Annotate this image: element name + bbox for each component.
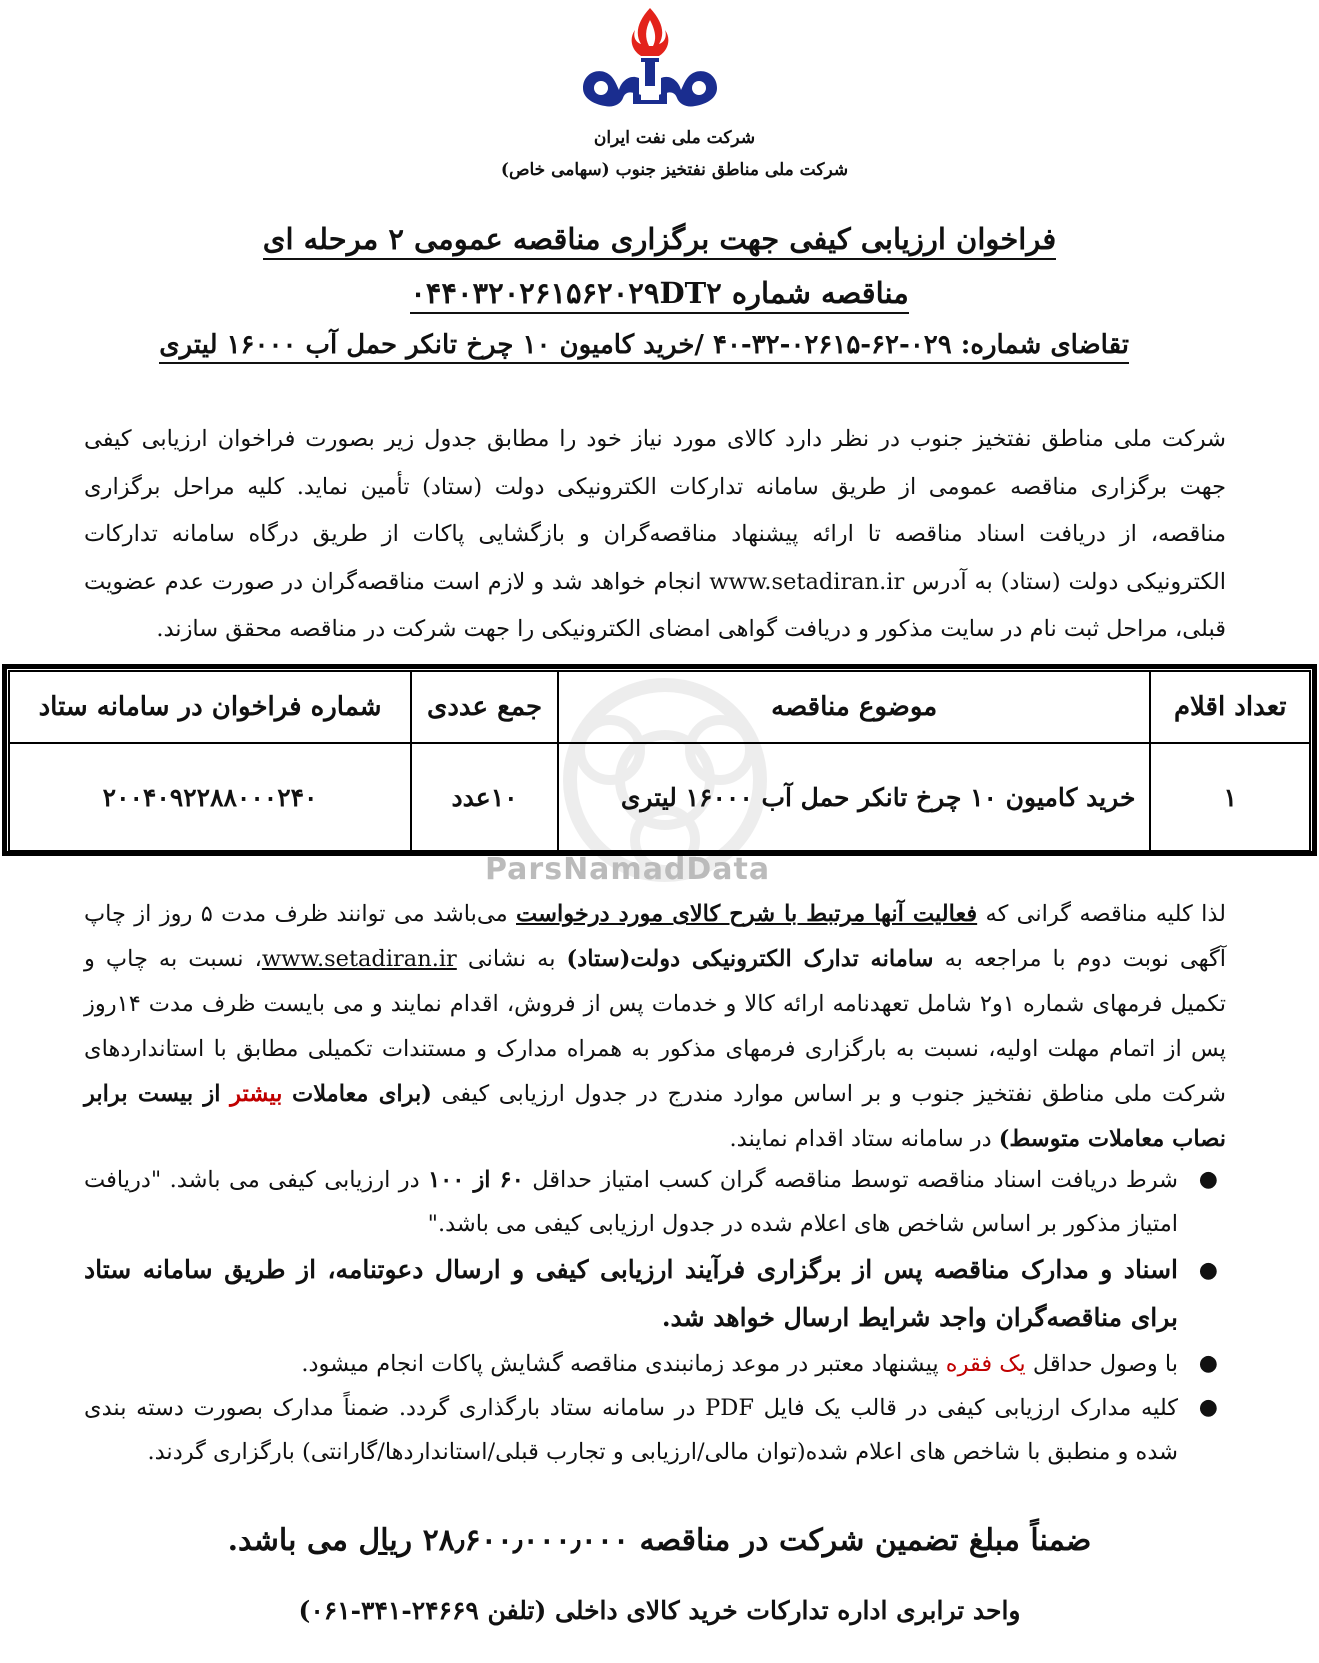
list-item: ● با وصول حداقل یک فقره پیشنهاد معتبر در موعد زمانبندی مناقصه گشایش پاکات انجام میشود. xyxy=(84,1342,1226,1386)
header-count: تعداد اقلام xyxy=(1150,671,1310,743)
tender-number-title: مناقصه شماره ۰۴۴۰۳۲۰۲۶۱۵۶۲۰۲۹DT۲ xyxy=(0,276,1319,310)
tender-table xyxy=(8,670,1311,852)
table-row xyxy=(9,743,1310,851)
cell-total: ۱۰عدد xyxy=(411,743,558,851)
nioc-logo xyxy=(575,6,725,112)
contact-unit: واحد ترابری اداره تدارکات خرید کالای داخلی (تلفن ۲۴۶۶۹-۳۴۱-۰۶۱) xyxy=(298,1596,1021,1625)
cell-call-number: ۲۰۰۴۰۹۲۲۸۸۰۰۰۲۴۰ xyxy=(9,743,411,851)
header-call-number: شماره فراخوان در سامانه ستاد xyxy=(9,671,411,743)
bullet-icon: ● xyxy=(1198,1395,1218,1420)
list-item: ● اسناد و مدارک مناقصه پس از برگزاری فرآیند ارزیابی کیفی و ارسال دعوتنامه، از طریق سامانه ستاد برای مناقصه‌گران واجد شرایط ارسال خواهد شد. xyxy=(84,1246,1226,1342)
cell-subject: خرید کامیون ۱۰ چرخ تانکر حمل آب ۱۶۰۰۰ لیتری xyxy=(558,743,1151,851)
watermark-text: ParsNamadData xyxy=(485,852,771,887)
table-header-row xyxy=(9,671,1310,743)
list-item: ● کلیه مدارک ارزیابی کیفی در قالب یک فایل PDF در سامانه ستاد بارگذاری گردد. ضمناً مدارک بصورت دسته بندی شده و منطبق با شاخص های اعلام شده(توان مالی/ارزیابی و تجارب قبلی/استانداردها/گارانتی) بارگزاری گردند. xyxy=(84,1386,1226,1474)
setad-url[interactable]: www.setadiran.ir xyxy=(709,568,905,595)
list-item: ● شرط دریافت اسناد مناقصه توسط مناقصه گران کسب امتیاز حداقل ۶۰ از ۱۰۰ در ارزیابی کیفی می باشد. "دریافت امتیاز مذکور بر اساس شاخص های اعلام شده در جدول ارزیابی کیفی می باشد." xyxy=(84,1158,1226,1246)
intro-paragraph: شرکت ملی مناطق نفتخیز جنوب در نظر دارد کالای مورد نیاز خود را مطابق جدول زیر بصورت فراخوان ارزیابی کیفی جهت برگزاری مناقصه عمومی از طریق سامانه تدارکات الکترونیکی دولت (ستاد) تأمین نماید. کلیه مراحل برگزاری مناقصه، از دریافت اسناد مناقصه تا ارائه پیشنهاد مناقصه‌گران و بازگشایی پاکات از طریق درگاه سامانه تدارکات الکترونیکی دولت (ستاد) به آدرس www.setadiran.ir انجام خواهد شد و لازم است مناقصه‌گران در صورت عدم عضویت قبلی، مراحل ثبت نام در سایت مذکور و دریافت گواهی امضای الکترونیکی را جهت شرکت در مناقصه محقق سازند. xyxy=(84,426,1227,642)
request-title: تقاضای شماره: ۰۲۹-۶۲-۰۲۶۱۵-۳۲-۴۰ /خرید کامیون ۱۰ چرخ تانکر حمل آب ۱۶۰۰۰ لیتری xyxy=(159,330,1129,360)
org-name: شرکت ملی نفت ایران xyxy=(593,128,756,148)
bullet-icon: ● xyxy=(1198,1167,1218,1192)
bullet-icon: ● xyxy=(1198,1257,1218,1283)
sub-org-name: شرکت ملی مناطق نفتخیز جنوب (سهامی خاص) xyxy=(500,160,849,180)
header-subject: موضوع مناقصه xyxy=(558,671,1151,743)
guarantee-amount: ضمناً مبلغ تضمین شرکت در مناقصه ۲۸٫۶۰۰٫۰۰۰٫۰۰۰ ریال می باشد. xyxy=(227,1523,1092,1558)
header-total: جمع عددی xyxy=(411,671,558,743)
bullet-icon: ● xyxy=(1198,1351,1218,1376)
setad-url-2[interactable]: www.setadiran.ir xyxy=(261,946,457,972)
main-title: فراخوان ارزیابی کیفی جهت برگزاری مناقصه عمومی ۲ مرحله ای xyxy=(0,222,1319,256)
participation-paragraph: لذا کلیه مناقصه گرانی که فعالیت آنها مرتبط با شرح کالای مورد درخواست می‌باشد می توانند ظرف مدت ۵ روز از چاپ آگهی نوبت دوم با مراجعه به سامانه تدارک الکترونیکی دولت(ستاد) به نشانی www.setadiran.ir، نسبت به چاپ و تکمیل فرمهای شماره ۱و۲ شامل تعهدنامه ارائه کالا و خدمات پس از فروش، اقدام نمایند و می بایست ظرف مدت ۱۴روز پس از اتمام مهلت اولیه، نسبت به بارگزاری فرمهای مذکور به همراه مدارک و مستندات تکمیلی مطابق با استانداردهای شرکت ملی مناطق نفتخیز جنوب و بر اساس موارد مندرج در جدول ارزیابی کیفی (برای معاملات بیشتر از بیست برابر نصاب معاملات متوسط) در سامانه ستاد اقدام نمایند. xyxy=(84,901,1227,1152)
cell-count: ۱ xyxy=(1150,743,1310,851)
conditions-list xyxy=(84,1158,1226,1474)
